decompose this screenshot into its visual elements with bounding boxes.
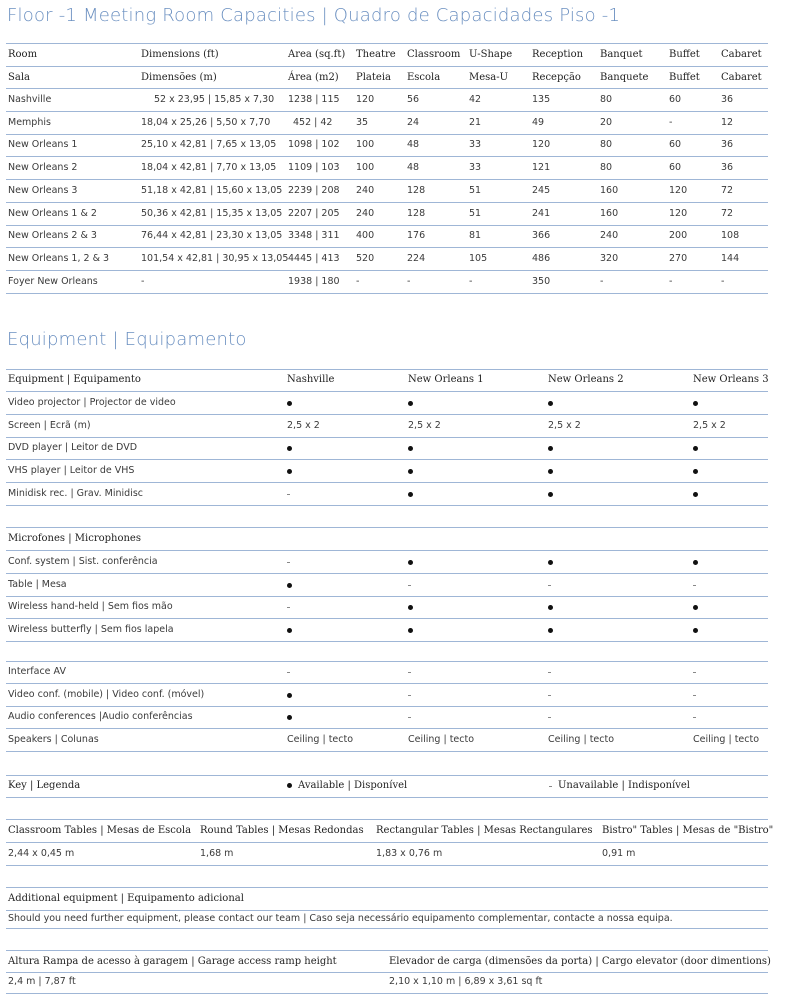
equipment-header: New Orleans 3 xyxy=(693,374,769,385)
unavailable-dash-icon xyxy=(287,607,290,608)
table-cell: 224 xyxy=(407,252,426,264)
available-dot-icon xyxy=(693,560,698,565)
table-cell: 520 xyxy=(356,252,375,264)
table-cell: 101,54 x 42,81 | 30,95 x 13,05 xyxy=(141,252,289,264)
divider xyxy=(6,179,768,180)
divider xyxy=(6,156,768,157)
table-cell: - xyxy=(356,275,360,287)
additional-text: Should you need further equipment, please contact our team | Caso seja necessário equipamento complementar, contacte a nossa equipa. xyxy=(8,913,673,924)
table-cell: 160 xyxy=(600,207,619,219)
room-name: New Orleans 1 xyxy=(8,139,78,151)
unavailable-dash-icon xyxy=(408,585,411,586)
table-cell: 3348 | 311 xyxy=(288,230,340,242)
table-cell: 4445 | 413 xyxy=(288,252,340,264)
table-cell: 72 xyxy=(721,207,734,219)
table-cell: 105 xyxy=(469,252,488,264)
table-cell: 48 xyxy=(407,139,420,151)
available-dot-icon xyxy=(693,401,698,406)
available-dot-icon xyxy=(693,605,698,610)
table-cell: 80 xyxy=(600,139,613,151)
table-cell: 36 xyxy=(721,139,734,151)
divider xyxy=(6,775,768,776)
table-cell: 2207 | 205 xyxy=(288,207,340,219)
round-tables-header: Round Tables | Mesas Redondas xyxy=(200,825,364,836)
table-cell: 120 xyxy=(669,184,688,196)
table-cell: 176 xyxy=(407,230,426,242)
table-cell: 366 xyxy=(532,230,551,242)
available-dot-icon xyxy=(408,446,413,451)
table-cell: 25,10 x 42,81 | 7,65 x 13,05 xyxy=(141,139,277,151)
table-cell: 76,44 x 42,81 | 23,30 x 13,05 xyxy=(141,230,283,242)
table-cell: 80 xyxy=(600,94,613,105)
capacity-header-pt: Banquete xyxy=(600,72,649,83)
available-label: Available | Disponível xyxy=(298,780,408,791)
capacity-header-en: Area (sq.ft) xyxy=(288,49,346,60)
elevator-value: 2,10 x 1,10 m | 6,89 x 3,61 sq ft xyxy=(389,976,543,987)
divider xyxy=(6,683,768,684)
equipment-label: Wireless hand-held | Sem fios mão xyxy=(8,601,173,613)
divider xyxy=(6,661,768,662)
divider xyxy=(6,573,768,574)
unavailable-dash-icon xyxy=(548,672,551,673)
table-cell: Ceiling | tecto xyxy=(693,734,760,746)
unavailable-dash-icon xyxy=(693,585,696,586)
table-cell: 240 xyxy=(356,207,375,219)
equipment-label: VHS player | Leitor de VHS xyxy=(8,465,135,477)
table-cell: 270 xyxy=(669,252,688,264)
divider xyxy=(6,437,768,438)
table-cell: - xyxy=(669,116,673,128)
equipment-label: Speakers | Colunas xyxy=(8,734,99,746)
divider xyxy=(6,134,768,135)
table-cell: 24 xyxy=(407,116,420,128)
available-dot-icon xyxy=(548,560,553,565)
divider xyxy=(6,993,768,994)
available-dot-icon xyxy=(287,583,292,588)
table-cell: 1238 | 115 xyxy=(288,94,340,105)
table-cell: - xyxy=(407,275,411,287)
table-cell: 42 xyxy=(469,94,482,105)
available-dot-icon xyxy=(548,446,553,451)
table-cell: 240 xyxy=(600,230,619,242)
ramp-header: Altura Rampa de acesso à garagem | Garage access ramp height xyxy=(8,956,337,967)
equipment-label: Conf. system | Sist. conferência xyxy=(8,556,158,567)
available-dot-icon xyxy=(408,401,413,406)
room-name: Memphis xyxy=(8,116,51,128)
unavailable-dash-icon xyxy=(548,585,551,586)
table-cell: 144 xyxy=(721,252,740,264)
capacity-header-en: Buffet xyxy=(669,49,700,60)
table-cell: 48 xyxy=(407,162,420,174)
table-cell: 21 xyxy=(469,116,482,128)
available-dot-icon xyxy=(287,401,292,406)
divider xyxy=(6,751,768,752)
table-cell: - xyxy=(721,275,725,287)
divider xyxy=(6,928,768,929)
available-dot-icon xyxy=(287,715,292,720)
available-dot-icon xyxy=(693,628,698,633)
table-cell: 128 xyxy=(407,184,426,196)
divider xyxy=(6,797,768,798)
divider xyxy=(6,111,768,112)
capacity-header-pt: Sala xyxy=(8,72,30,83)
divider xyxy=(6,459,768,460)
unavailable-dash-icon xyxy=(408,672,411,673)
divider xyxy=(6,842,768,843)
table-cell: 120 xyxy=(532,139,551,151)
table-cell: 108 xyxy=(721,230,740,242)
table-cell: 12 xyxy=(721,116,734,128)
divider xyxy=(6,202,768,203)
capacity-header-en: Reception xyxy=(532,49,584,60)
capacity-header-pt: Buffet xyxy=(669,72,700,83)
divider xyxy=(6,43,768,44)
table-cell: 120 xyxy=(669,207,688,219)
divider xyxy=(6,550,768,551)
table-cell: 56 xyxy=(407,94,420,105)
capacity-header-pt: Mesa-U xyxy=(469,72,509,83)
divider xyxy=(6,66,768,67)
available-dot-icon xyxy=(693,446,698,451)
table-cell: 135 xyxy=(532,94,551,105)
unavailable-dash-icon xyxy=(287,672,290,673)
capacity-header-pt: Dimensões (m) xyxy=(141,72,217,83)
capacity-header-en: Banquet xyxy=(600,49,643,60)
equipment-label: Video conf. (mobile) | Video conf. (móvel) xyxy=(8,688,205,700)
table-cell: 49 xyxy=(532,116,545,128)
divider xyxy=(6,391,768,392)
capacity-header-pt: Cabaret xyxy=(721,72,762,83)
table-cell: 72 xyxy=(721,184,734,196)
table-cell: 1098 | 102 xyxy=(288,139,340,151)
equipment-header: New Orleans 2 xyxy=(548,374,624,385)
table-cell: - xyxy=(469,275,473,287)
capacity-title: Floor -1 Meeting Room Capacities | Quadro de Capacidades Piso -1 xyxy=(7,5,621,26)
divider xyxy=(6,270,768,271)
divider xyxy=(6,369,768,370)
rectangular-tables-header: Rectangular Tables | Mesas Rectangulares xyxy=(376,825,593,836)
unavailable-dash-icon xyxy=(693,672,696,673)
divider xyxy=(6,972,768,973)
table-cell: 20 xyxy=(600,116,613,128)
table-cell: 18,04 x 25,26 | 5,50 x 7,70 xyxy=(141,116,271,128)
table-cell: 1938 | 180 xyxy=(288,275,340,287)
equipment-header: Equipment | Equipamento xyxy=(8,374,141,385)
capacity-header-en: Classroom xyxy=(407,49,461,60)
equipment-label: DVD player | Leitor de DVD xyxy=(8,442,138,454)
available-dot-icon xyxy=(408,605,413,610)
table-cell: 35 xyxy=(356,116,369,128)
capacity-header-en: Cabaret xyxy=(721,49,762,60)
divider xyxy=(6,88,768,89)
divider xyxy=(6,247,768,248)
unavailable-dash-icon xyxy=(548,695,551,696)
unavailable-label: Unavailable | Indisponível xyxy=(558,780,690,791)
table-cell: 2,5 x 2 xyxy=(548,419,581,431)
table-cell: 52 x 23,95 | 15,85 x 7,30 xyxy=(154,94,275,105)
table-cell: 1109 | 103 xyxy=(288,162,340,174)
equipment-label: Interface AV xyxy=(8,666,66,677)
table-cell: 240 xyxy=(356,184,375,196)
classroom-tables-header: Classroom Tables | Mesas de Escola xyxy=(8,825,192,836)
table-cell: 51 xyxy=(469,184,482,196)
table-cell: 320 xyxy=(600,252,619,264)
table-cell: 486 xyxy=(532,252,551,264)
divider xyxy=(6,819,768,820)
capacity-header-en: Dimensions (ft) xyxy=(141,49,219,60)
capacity-header-pt: Plateia xyxy=(356,72,391,83)
table-cell: 400 xyxy=(356,230,375,242)
divider xyxy=(6,910,768,911)
table-cell: 160 xyxy=(600,184,619,196)
table-cell: Ceiling | tecto xyxy=(548,734,615,746)
microphones-header: Microfones | Microphones xyxy=(8,533,141,544)
table-cell: 50,36 x 42,81 | 15,35 x 13,05 xyxy=(141,207,283,219)
table-cell: - xyxy=(600,275,604,287)
capacity-header-pt: Área (m2) xyxy=(288,72,339,83)
capacity-header-en: Room xyxy=(8,49,38,60)
unavailable-dash-icon xyxy=(693,717,696,718)
additional-header: Additional equipment | Equipamento adicional xyxy=(8,893,244,904)
equipment-label: Wireless butterfly | Sem fios lapela xyxy=(8,624,174,636)
capacity-header-pt: Recepção xyxy=(532,72,581,83)
divider xyxy=(6,482,768,483)
divider xyxy=(6,706,768,707)
table-cell: 350 xyxy=(532,275,551,287)
table-cell: 121 xyxy=(532,162,551,174)
room-name: New Orleans 1, 2 & 3 xyxy=(8,252,110,264)
divider xyxy=(6,887,768,888)
table-cell: 241 xyxy=(532,207,551,219)
room-name: Foyer New Orleans xyxy=(8,275,98,287)
divider xyxy=(6,641,768,642)
elevator-header: Elevador de carga (dimensões da porta) | Cargo elevator (door dimentions) xyxy=(389,956,771,967)
classroom-tables-value: 2,44 x 0,45 m xyxy=(8,848,75,859)
table-cell: 2,5 x 2 xyxy=(287,419,320,431)
table-cell: 51 xyxy=(469,207,482,219)
divider xyxy=(6,293,768,294)
available-dot-icon xyxy=(548,628,553,633)
table-cell: 60 xyxy=(669,162,682,174)
divider xyxy=(6,728,768,729)
available-dot-icon xyxy=(548,401,553,406)
capacity-header-en: U-Shape xyxy=(469,49,513,60)
available-dot-icon xyxy=(287,783,292,788)
table-cell: 81 xyxy=(469,230,482,242)
table-cell: 120 xyxy=(356,94,375,105)
equipment-label: Video projector | Projector de video xyxy=(8,397,176,408)
table-cell: 452 | 42 xyxy=(293,116,333,128)
available-dot-icon xyxy=(548,469,553,474)
table-cell: 33 xyxy=(469,162,482,174)
table-cell: Ceiling | tecto xyxy=(408,734,475,746)
divider xyxy=(6,950,768,951)
table-cell: Ceiling | tecto xyxy=(287,734,354,746)
unavailable-dash-icon xyxy=(548,717,551,718)
table-cell: - xyxy=(669,275,673,287)
equipment-label: Screen | Ecrã (m) xyxy=(8,419,91,431)
available-dot-icon xyxy=(693,492,698,497)
available-dot-icon xyxy=(408,560,413,565)
table-cell: 51,18 x 42,81 | 15,60 x 13,05 xyxy=(141,184,283,196)
available-dot-icon xyxy=(287,628,292,633)
divider xyxy=(6,618,768,619)
room-name: New Orleans 2 xyxy=(8,162,78,174)
table-cell: 100 xyxy=(356,162,375,174)
divider xyxy=(6,596,768,597)
table-cell: 100 xyxy=(356,139,375,151)
room-name: New Orleans 2 & 3 xyxy=(8,230,97,242)
available-dot-icon xyxy=(287,693,292,698)
table-cell: 36 xyxy=(721,162,734,174)
divider xyxy=(6,505,768,506)
ramp-value: 2,4 m | 7,87 ft xyxy=(8,976,76,987)
capacity-header-pt: Escola xyxy=(407,72,441,83)
bistro-tables-value: 0,91 m xyxy=(602,848,636,859)
divider xyxy=(6,527,768,528)
table-cell: - xyxy=(141,275,145,287)
unavailable-dash-icon xyxy=(408,695,411,696)
table-cell: 128 xyxy=(407,207,426,219)
equipment-label: Audio conferences |Audio conferências xyxy=(8,711,193,723)
table-cell: 60 xyxy=(669,139,682,151)
available-dot-icon xyxy=(548,492,553,497)
unavailable-dash-icon xyxy=(287,562,290,563)
available-dot-icon xyxy=(408,492,413,497)
available-dot-icon xyxy=(408,469,413,474)
table-cell: 18,04 x 42,81 | 7,70 x 13,05 xyxy=(141,162,277,174)
table-cell: 33 xyxy=(469,139,482,151)
table-cell: 2,5 x 2 xyxy=(408,419,441,431)
available-dot-icon xyxy=(548,605,553,610)
available-dot-icon xyxy=(408,628,413,633)
room-name: New Orleans 1 & 2 xyxy=(8,207,97,219)
equipment-title: Equipment | Equipamento xyxy=(7,329,247,350)
unavailable-dash-icon xyxy=(549,786,552,787)
divider xyxy=(6,225,768,226)
unavailable-dash-icon xyxy=(287,494,290,495)
table-cell: 200 xyxy=(669,230,688,242)
table-cell: 2239 | 208 xyxy=(288,184,340,196)
equipment-label: Table | Mesa xyxy=(8,578,67,590)
table-cell: 36 xyxy=(721,94,734,105)
available-dot-icon xyxy=(287,469,292,474)
table-cell: 80 xyxy=(600,162,613,174)
equipment-header: New Orleans 1 xyxy=(408,374,484,385)
key-label: Key | Legenda xyxy=(8,780,81,791)
capacity-header-en: Theatre xyxy=(356,49,396,60)
room-name: Nashville xyxy=(8,94,52,105)
equipment-header: Nashville xyxy=(287,374,335,385)
bistro-tables-header: Bistro" Tables | Mesas de "Bistro" xyxy=(602,825,774,836)
table-cell: 245 xyxy=(532,184,551,196)
unavailable-dash-icon xyxy=(408,717,411,718)
round-tables-value: 1,68 m xyxy=(200,848,234,859)
divider xyxy=(6,865,768,866)
room-name: New Orleans 3 xyxy=(8,184,78,196)
unavailable-dash-icon xyxy=(693,695,696,696)
table-cell: 2,5 x 2 xyxy=(693,419,726,431)
available-dot-icon xyxy=(693,469,698,474)
table-cell: 60 xyxy=(669,94,682,105)
equipment-label: Minidisk rec. | Grav. Minidisc xyxy=(8,487,144,499)
available-dot-icon xyxy=(287,446,292,451)
rectangular-tables-value: 1,83 x 0,76 m xyxy=(376,848,443,859)
divider xyxy=(6,414,768,415)
